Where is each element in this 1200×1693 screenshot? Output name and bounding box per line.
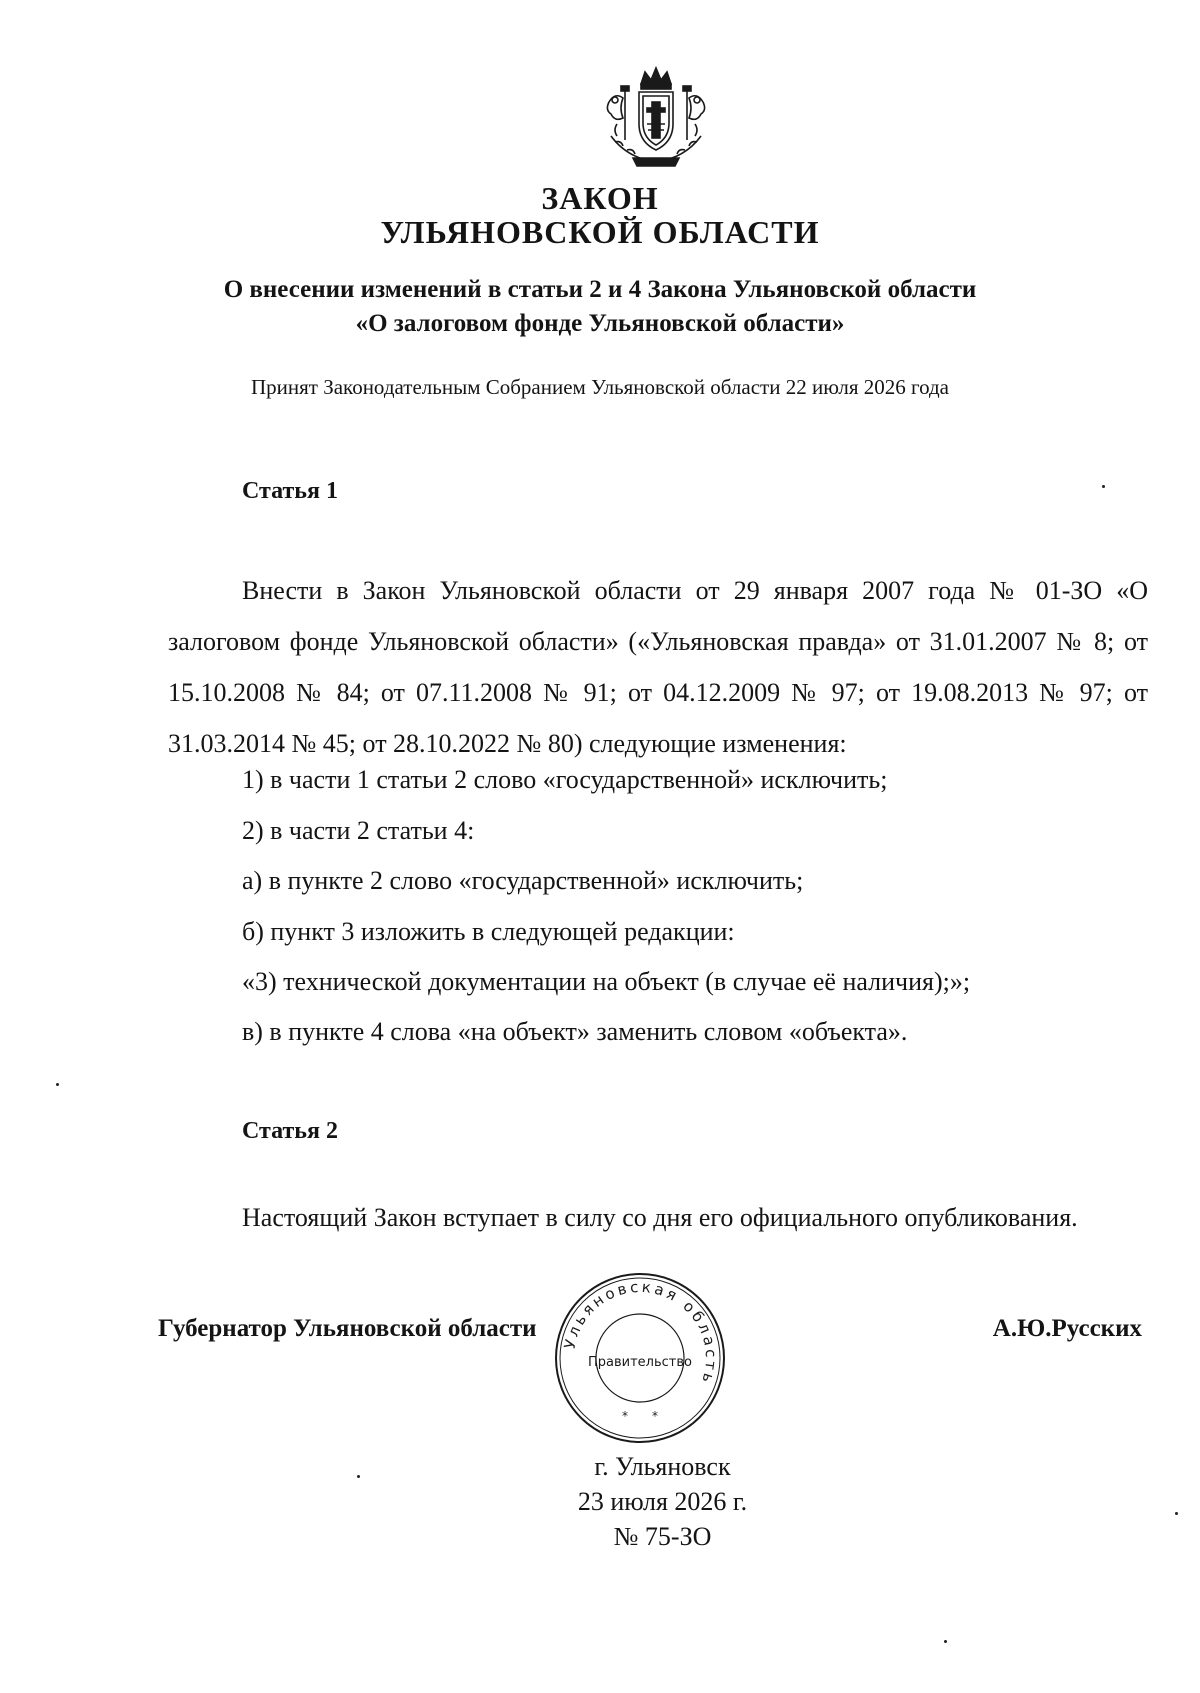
signatory-name: А.Ю.Русских	[992, 1315, 1142, 1342]
signing-city: г. Ульяновск	[594, 1452, 731, 1481]
article-1-item: б) пункт 3 изложить в следующей редакции:	[242, 917, 735, 946]
law-subject-line2: «О залоговом фонде Ульяновской области»	[355, 310, 845, 337]
svg-text:Ульяновская область: Ульяновская область	[560, 1277, 721, 1388]
scan-speck	[357, 1475, 360, 1478]
document-type-title: ЗАКОН	[541, 180, 659, 216]
adoption-statement: Принят Законодательным Собранием Ульяновской области 22 июля 2026 года	[250, 375, 949, 399]
article-2-heading: Статья 2	[242, 1118, 338, 1144]
article-1-intro: Внести в Закон Ульяновской области от 29 января 2007 года № 01-ЗО «О залоговом фонде Ульяновской области» («Ульяновская правда» от 31.01.2007 № 8; от 15.10.2008 № 84; от 07.11.2008 № 91; от 04.12.2009 № 97; от 19.08.2013 № 97; от 31.03.2014 № 45; от 28.10.2022 № 80) следующие изменения:	[168, 576, 1148, 758]
ulyanovsk-coat-of-arms-icon	[597, 62, 715, 170]
svg-text:*: *	[622, 1409, 628, 1423]
article-1-item: 1) в части 1 статьи 2 слово «государственной» исключить;	[242, 765, 888, 794]
svg-text:Правительство: Правительство	[588, 1355, 692, 1370]
article-1-heading: Статья 1	[242, 478, 338, 504]
signatory-position: Губернатор Ульяновской области	[158, 1315, 537, 1342]
law-subject-line1: О внесении изменений в статьи 2 и 4 Закона Ульяновской области	[223, 276, 977, 303]
signing-date: 23 июля 2026 г.	[577, 1487, 748, 1516]
law-number: № 75-ЗО	[613, 1522, 712, 1551]
article-1-item: 2) в части 2 статьи 4:	[242, 816, 475, 845]
svg-text:*: *	[652, 1409, 658, 1423]
article-1-item: «3) технической документации на объект (в случае её наличия);»;	[242, 967, 971, 996]
scan-speck	[1175, 1512, 1178, 1515]
article-2-text: Настоящий Закон вступает в силу со дня его официального опубликования.	[242, 1203, 1078, 1232]
scan-speck	[56, 1083, 59, 1086]
region-title: УЛЬЯНОВСКОЙ ОБЛАСТИ	[380, 214, 820, 250]
scan-speck	[1102, 485, 1105, 488]
article-1-item: в) в пункте 4 слова «на объект» заменить словом «объекта».	[242, 1017, 908, 1046]
scan-speck	[944, 1640, 947, 1643]
official-seal-icon	[552, 1270, 728, 1446]
article-1-item: а) в пункте 2 слово «государственной» исключить;	[242, 866, 804, 895]
